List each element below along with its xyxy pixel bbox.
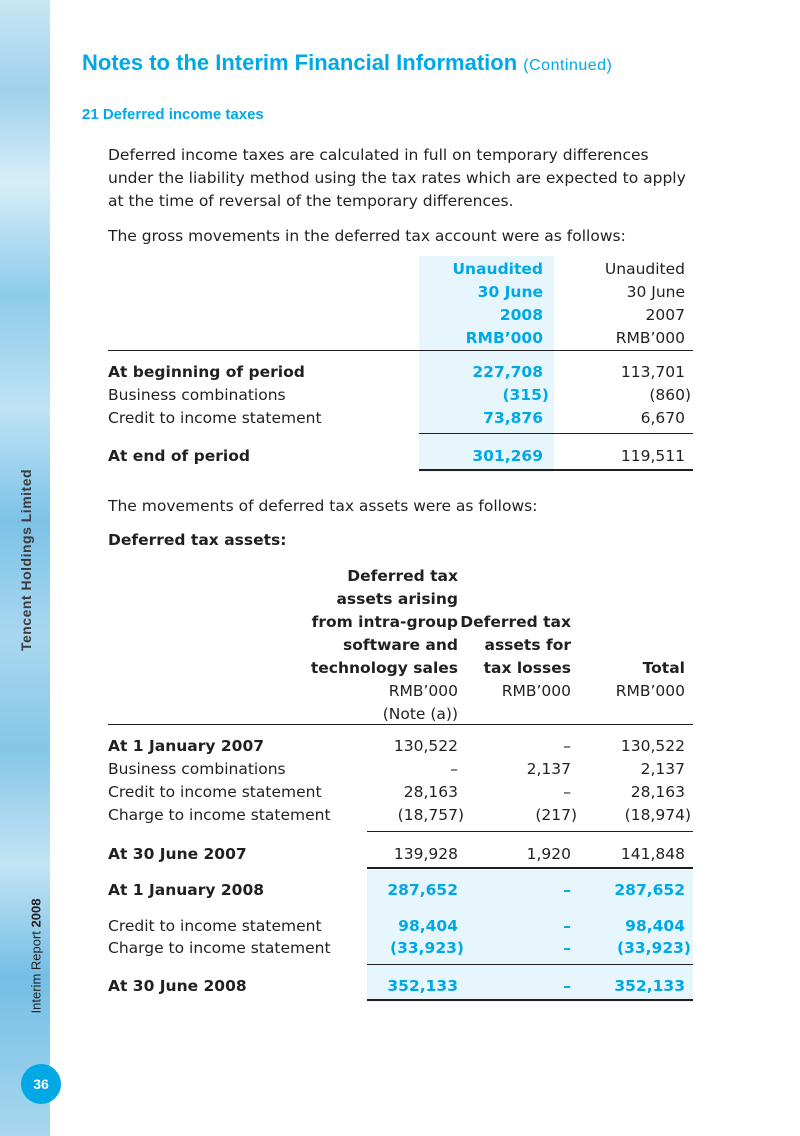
t2-col3-unit: RMB’000 [615,682,685,700]
t2-row-c2: – [563,881,571,899]
page-title-text: Notes to the Interim Financial Information [82,50,518,75]
t2-row-c3: (18,974) [624,806,691,824]
t1-h2007-3: 2007 [645,306,685,324]
t1-row-2008: 301,269 [472,447,543,465]
t2-row-label: Business combinations [108,760,286,778]
page-number: 36 [21,1064,61,1104]
report-label-text: Interim Report [28,931,44,1014]
table2-caption: Deferred tax assets: [108,531,287,549]
t2-row-c1: 287,652 [387,881,458,899]
t1-row-2007: 113,701 [620,363,685,381]
t1-row-2007: 119,511 [620,447,685,465]
t2-header-rule [108,724,693,725]
t1-h2007-4: RMB’000 [615,329,685,347]
t2-row-c2: – [563,737,571,755]
t2-col3-h: Total [642,659,685,677]
t2-row-c1: – [450,760,458,778]
t2-row-label: Charge to income statement [108,939,331,957]
t2-col1-h: Deferred tax [347,567,458,585]
t2-row-c3: (33,923) [617,939,691,957]
t1-row-2007: (860) [649,386,691,404]
t2-col1-h: assets arising [336,590,458,608]
t1-h2008-1: Unaudited [452,260,543,278]
intro-paragraph: Deferred income taxes are calculated in full on temporary differences under the liability method using the tax rates which are expected to apply at the time of reversal of the temporary differences. [108,146,686,210]
t2-row-c3: 352,133 [614,977,685,995]
t2-row-c3: 141,848 [620,845,685,863]
t2-row-c2: – [563,917,571,935]
t2-row-c3: 98,404 [625,917,685,935]
t2-row-label: Credit to income statement [108,783,322,801]
t2-row-c2: 1,920 [526,845,571,863]
t2-row-c3: 130,522 [620,737,685,755]
t1-h2007-2: 30 June [626,283,685,301]
report-label [29,899,44,1014]
page-title [82,50,612,76]
t2-row-c1: 28,163 [403,783,458,801]
t2-row-c2: – [563,977,571,995]
t1-row-label: Business combinations [108,386,286,404]
t2-row-c3: 287,652 [614,881,685,899]
t2-col1-note: (Note (a)) [382,705,458,723]
page-title-continued: (Continued) [523,57,613,74]
t2-row-c2: – [563,939,571,957]
t2-row-c3: 2,137 [640,760,685,778]
t2-total-rule-2007 [367,867,693,869]
t2-subtotal-rule-2008 [367,964,693,965]
t2-col1-h: technology sales [310,659,458,677]
report-year: 2008 [28,898,44,928]
t2-row-label: At 30 June 2008 [108,977,247,995]
t2-col2-unit: RMB’000 [501,682,571,700]
section-title: 21 Deferred income taxes [82,106,264,123]
t1-row-label: Credit to income statement [108,409,322,427]
gross-movements-paragraph: The gross movements in the deferred tax account were as follows: [108,227,626,245]
t2-col2-h: assets for [484,636,571,654]
t1-row-2008: 227,708 [472,363,543,381]
t2-row-c1: 352,133 [387,977,458,995]
assets-paragraph: The movements of deferred tax assets were as follows: [108,497,538,515]
t2-col1-h: from intra-group [311,613,458,631]
t2-subtotal-rule-2007 [367,831,693,832]
t1-row-2008: (315) [502,386,549,404]
t2-row-label: At 1 January 2008 [108,881,265,899]
t2-col2-h: Deferred tax [460,613,571,631]
t2-row-c1: 139,928 [393,845,458,863]
t1-h2008-4: RMB’000 [465,329,543,347]
t1-row-2008: 73,876 [483,409,543,427]
t1-row-label: At end of period [108,447,250,465]
t2-col1-unit: RMB’000 [388,682,458,700]
t1-h2007-1: Unaudited [604,260,685,278]
t2-row-label: At 30 June 2007 [108,845,247,863]
t1-h2008-2: 30 June [477,283,543,301]
t1-row-2007: 6,670 [640,409,685,427]
company-name: Tencent Holdings Limited [18,468,34,652]
t2-row-c1: 98,404 [398,917,458,935]
t1-row-label: At beginning of period [108,363,305,381]
t2-row-label: Credit to income statement [108,917,322,935]
t2-row-c2: (217) [535,806,577,824]
t1-subtotal-rule [419,433,693,434]
t2-row-c1: (18,757) [397,806,464,824]
t1-total-rule [419,469,693,471]
t2-row-c1: (33,923) [390,939,464,957]
t2-row-label: At 1 January 2007 [108,737,265,755]
t2-row-c1: 130,522 [393,737,458,755]
t2-col1-h: software and [343,636,458,654]
t1-header-rule [108,350,693,351]
t2-row-label: Charge to income statement [108,806,331,824]
t2-row-c2: – [563,783,571,801]
t2-row-c3: 28,163 [630,783,685,801]
t2-row-c2: 2,137 [526,760,571,778]
t2-col2-h: tax losses [483,659,571,677]
t1-h2008-3: 2008 [499,306,543,324]
t2-total-rule-2008 [367,999,693,1001]
